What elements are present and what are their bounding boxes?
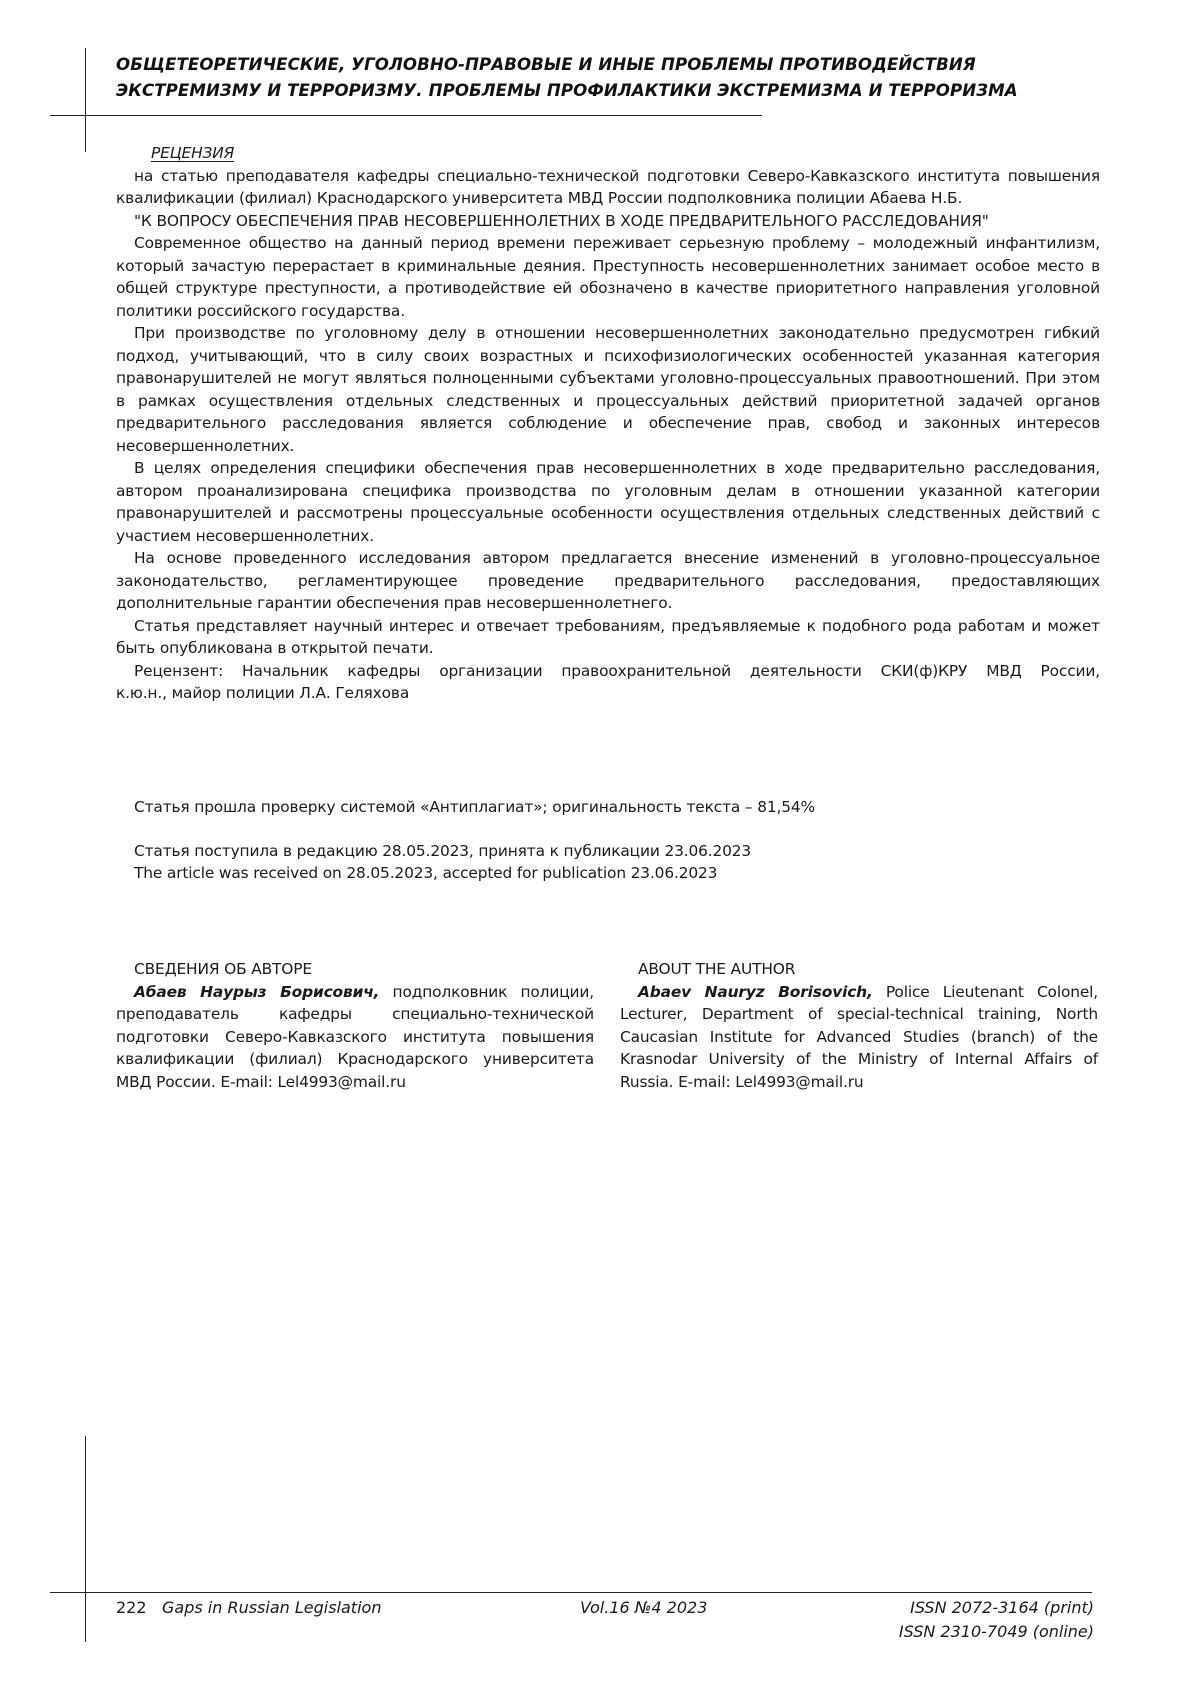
- page-number: 222: [116, 1598, 147, 1617]
- issn-online: ISSN 2310-7049 (online): [898, 1622, 1094, 1641]
- author-text-en: [620, 981, 1098, 1094]
- issn-print: ISSN 2072-3164 (print): [910, 1598, 1094, 1617]
- footer-vertical-rule: [85, 1436, 86, 1642]
- antiplagiat-note: Статья прошла проверку системой «Антиплагиат»; оригинальность текста – 81,54%: [134, 798, 815, 816]
- running-header: [116, 52, 1116, 104]
- reviewer-line: Рецензент: Начальник кафедры организации правоохранительной деятельности СКИ(ф)КРУ МВД России,: [134, 661, 1100, 680]
- header-horizontal-rule: [50, 115, 762, 116]
- author-details-ru: подполковник полиции, преподаватель кафедры специально-технической подготовки Северо-Кавказского института повышения квалификации (филиал) Краснодарского университета МВД России. E-mail: Lel4993@mail.ru: [116, 982, 594, 1091]
- received-note-en: The article was received on 28.05.2023, accepted for publication 23.06.2023: [134, 864, 718, 882]
- footer-horizontal-rule: [50, 1592, 1092, 1593]
- received-note-ru: Статья поступила в редакцию 28.05.2023, принята к публикации 23.06.2023: [134, 842, 752, 860]
- author-name-en: Abaev Nauryz Borisovich,: [638, 982, 873, 1001]
- author-name-ru: Абаев Наурыз Борисович,: [134, 982, 380, 1001]
- author-info-ru: [116, 958, 594, 1093]
- author-heading-en: ABOUT THE AUTHOR: [638, 960, 796, 978]
- author-text-ru: [116, 981, 594, 1094]
- review-body: [116, 142, 1100, 705]
- author-details-en: Police Lieutenant Colonel, Lecturer, Department of special-technical training, North Caucasian Institute for Advanced Studies (branch) of the Krasnodar University of the Ministry of Internal Affairs of Russia. E-mail: Lel4993@mail.ru: [620, 982, 1098, 1091]
- review-paragraph: При производстве по уголовному делу в отношении несовершеннолетних законодательно предусмотрен гибкий подход, учитывающий, что в силу своих возрастных и психофизиологических особенностей указанная категория правонарушителей не могут являться полноценными субъектами уголовно-процессуальных правоотношений. При этом в рамках осуществления отдельных следственных и процессуальных действий приоритетной задачей органов предварительного расследования является соблюдение и обеспечение прав, свобод и законных интересов несовершеннолетних.: [116, 324, 1100, 455]
- article-title: "К ВОПРОСУ ОБЕСПЕЧЕНИЯ ПРАВ НЕСОВЕРШЕННОЛЕТНИХ В ХОДЕ ПРЕДВАРИТЕЛЬНОГО РАССЛЕДОВАНИЯ": [134, 211, 989, 230]
- journal-volume: Vol.16 №4 2023: [580, 1598, 708, 1617]
- author-heading-ru: СВЕДЕНИЯ ОБ АВТОРЕ: [134, 960, 312, 978]
- review-paragraph: Статья представляет научный интерес и отвечает требованиям, предъявляемые к подобного рода работам и может быть опубликована в открытой печати.: [116, 616, 1100, 657]
- author-info-en: [620, 958, 1098, 1093]
- review-paragraph: В целях определения специфики обеспечения прав несовершеннолетних в ходе предварительно расследования, автором проанализирована специфика производства по уголовным делам в отношении указанной категории правонарушителей и рассмотрены процессуальные особенности осуществления отдельных следственных действий с участием несовершеннолетних.: [116, 459, 1100, 545]
- reviewer-name-line: к.ю.н., майор полиции Л.А. Геляхова: [116, 684, 410, 702]
- header-vertical-rule: [85, 48, 86, 152]
- review-paragraph: Современное общество на данный период времени переживает серьезную проблему – молодежный инфантилизм, который зачастую перерастает в криминальные деяния. Преступность несовершеннолетних занимает особое место в общей структуре преступности, а противодействие ей обозначено в качестве приоритетного направления уголовной политики российского государства.: [116, 234, 1100, 320]
- review-title: РЕЦЕНЗИЯ: [151, 144, 235, 162]
- journal-name: Gaps in Russian Legislation: [162, 1598, 382, 1617]
- review-intro: на статью преподавателя кафедры специально-технической подготовки Северо-Кавказского института повышения квалификации (филиал) Краснодарского университета МВД России подполковника полиции Абаева Н.Б.: [116, 166, 1100, 207]
- header-line-2: ЭКСТРЕМИЗМУ И ТЕРРОРИЗМУ. ПРОБЛЕМЫ ПРОФИЛАКТИКИ ЭКСТРЕМИЗМА И ТЕРРОРИЗМА: [116, 81, 1018, 100]
- review-paragraph: На основе проведенного исследования автором предлагается внесение изменений в уголовно-процессуальное законодательство, регламентирующее проведение предварительного расследования, предоставляющих дополнительные гарантии обеспечения прав несовершеннолетнего.: [116, 549, 1100, 612]
- header-line-1: ОБЩЕТЕОРЕТИЧЕСКИЕ, УГОЛОВНО-ПРАВОВЫЕ И ИНЫЕ ПРОБЛЕМЫ ПРОТИВОДЕЙСТВИЯ: [116, 55, 976, 74]
